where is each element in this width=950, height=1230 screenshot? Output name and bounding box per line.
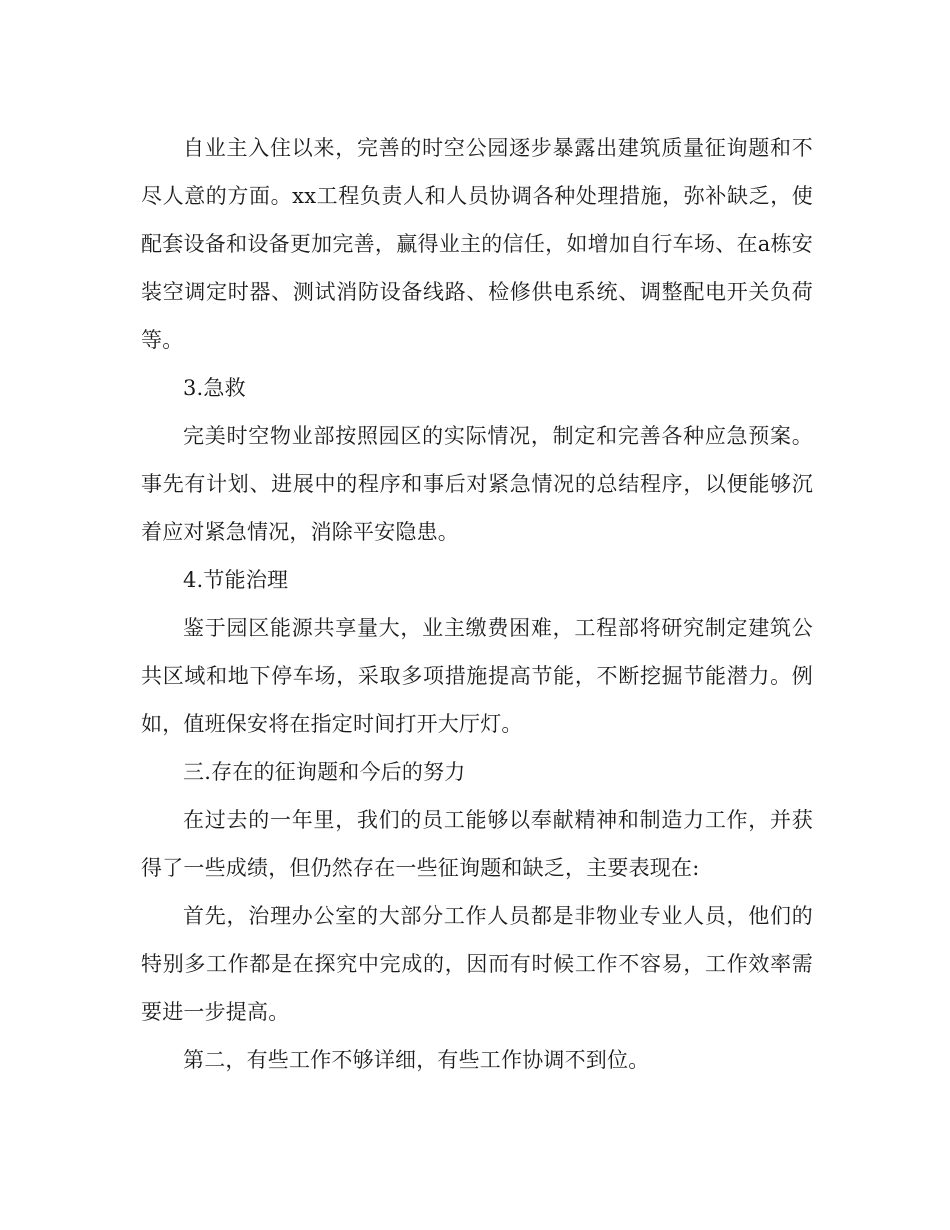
paragraph-energy-saving: 鉴于园区能源共享量大，业主缴费困难，工程部将研究制定建筑公共区域和地下停车场，采取多项措施提高节能，不断挖掘节能潜力。例如，值班保安将在指定时间打开大厅灯。: [141, 616, 813, 736]
paragraph-engineering-improvements: 自业主入住以来，完善的时空公园逐步暴露出建筑质量征询题和不尽人意的方面。xx工程负责人和人员协调各种处理措施，弥补缺乏，使配套设备和设备更加完善，赢得业主的信任，如增加自行车场、在a栋安装空调定时器、测试消防设备线路、检修供电系统、调整配电开关负荷等。: [141, 136, 813, 352]
document-body: [141, 124, 813, 1084]
paragraph-first-issue: 首先，治理办公室的大部分工作人员都是非物业专业人员，他们的特别多工作都是在探究中完成的，因而有时候工作不容易，工作效率需要进一步提高。: [141, 904, 813, 1024]
heading-energy-saving: 4.节能治理: [183, 568, 289, 592]
heading-emergency: 3.急救: [183, 376, 246, 400]
paragraph-past-year: 在过去的一年里，我们的员工能够以奉献精神和制造力工作，并获得了一些成绩，但仍然存在一些征询题和缺乏，主要表现在:: [141, 808, 813, 880]
paragraph-second-issue: 第二，有些工作不够详细，有些工作协调不到位。: [183, 1048, 650, 1072]
paragraph-emergency-plans: 完美时空物业部按照园区的实际情况，制定和完善各种应急预案。事先有计划、进展中的程序和事后对紧急情况的总结程序，以便能够沉着应对紧急情况，消除平安隐患。: [141, 424, 813, 544]
heading-problems-efforts: 三.存在的征询题和今后的努力: [183, 760, 466, 784]
